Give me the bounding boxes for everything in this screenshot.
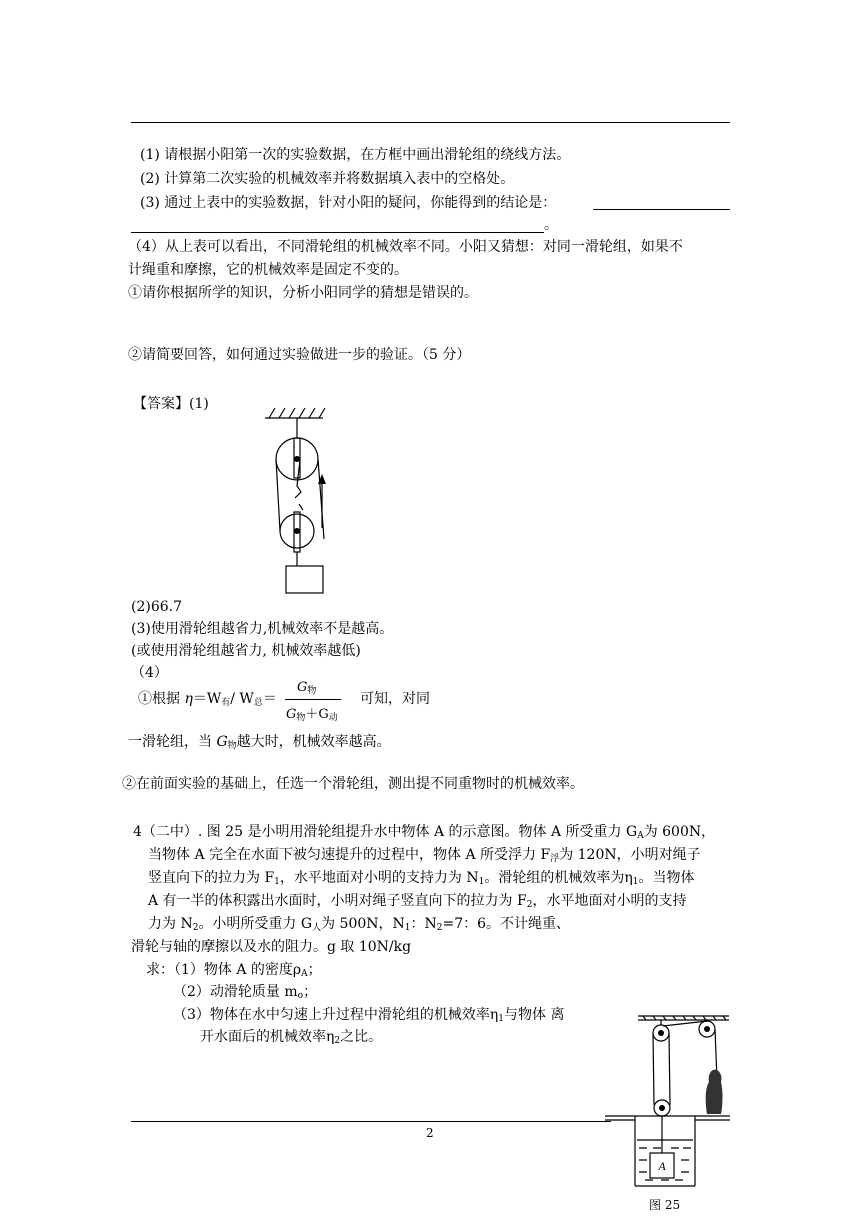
problem-4-ask-2: [173, 983, 317, 1005]
problem-4-ask-1: [146, 961, 322, 983]
figure-25-caption: 图 25: [649, 1198, 681, 1212]
answer-4-1-formula: [138, 690, 277, 712]
formula-prefix: ①根据: [138, 691, 180, 707]
p4-l2: 当物体 A 完全在水面下被匀速提升的过程中，物体 A 所受浮力 F: [148, 847, 551, 863]
p4-ask3-l2-sub: 2: [334, 1036, 341, 1046]
p4-l5-sub3: 1: [404, 923, 411, 933]
problem-4-ask-3-line-2: [200, 1028, 382, 1050]
problem-4-line-3: [148, 869, 694, 891]
question-1: (1) 请根据小阳第一次的实验数据，在方框中画出滑轮组的绕线方法。: [140, 147, 571, 163]
answer-4: （4）: [131, 665, 168, 681]
p4-ask3-end: 与物体 离: [504, 1007, 565, 1023]
header-rule: [131, 122, 730, 123]
p4-ask3: （3）物体在水中匀速上升过程中滑轮组的机械效率η: [173, 1007, 499, 1023]
problem-4-line-6: 滑轮与轴的摩擦以及水的阻力。g 取 10N/kg: [131, 939, 412, 955]
answer-label: 【答案】(1): [133, 396, 209, 412]
p4-l5-sub2: 人: [312, 923, 322, 933]
p4-ask3-l2: 开水面后的机械效率η: [200, 1029, 335, 1045]
p4-ask: 求：（1）物体 A 的密度ρ: [146, 962, 302, 978]
p4-l3-mid: ，水平地面对小明的支持力为 N: [279, 870, 479, 886]
p4-l2-sub: 浮: [550, 854, 560, 864]
p4-ask2: （2）动滑轮质量 m: [173, 984, 298, 1000]
question-3: (3) 通过上表中的实验数据，针对小阳的疑问，你能得到的结论是：: [140, 195, 557, 211]
p4-ask-end: ；: [307, 962, 322, 978]
answer-4-1-l2-sub: 物: [227, 741, 237, 751]
p4-l5: 力为 N: [148, 916, 193, 932]
figure-25-block-label: A: [658, 1159, 666, 1173]
p4-l3-sub3: 1: [632, 877, 639, 887]
fraction-den-sub-wu: 物: [296, 713, 306, 723]
p4-l5-mid: 。小明所受重力 G: [198, 916, 313, 932]
answer-4-1-l2-g: G: [216, 734, 228, 750]
p4-l5-sub4: 2: [436, 923, 443, 933]
answer-4-1-l2-post: 越大时，机械效率越高。: [236, 734, 391, 750]
fraction-bar: [285, 699, 341, 700]
p4-l3-sub: 1: [274, 877, 280, 887]
answer-blank-line-2: [131, 232, 544, 233]
p4-ask-sub: A: [301, 969, 308, 979]
p4-l2-end: 为 120N，小明对绳子: [559, 847, 701, 863]
formula-sub-zong: 总: [253, 698, 263, 708]
p4-l1-end: 为 600N，: [643, 824, 716, 840]
question-3-end: 。: [544, 217, 558, 233]
question-4-line-1: （4）从上表可以看出，不同滑轮组的机械效率不同。小阳又猜想：对同一滑轮组，如果不: [128, 239, 683, 255]
fraction-numerator: [297, 680, 316, 696]
p4-l4-end: ，水平地面对小明的支持: [532, 893, 687, 909]
formula-eta: η: [184, 691, 193, 707]
formula-slash: / W: [230, 691, 254, 707]
p4-l3-end: 。滑轮组的机械效率为η: [484, 870, 633, 886]
p4-l3: 竖直向下的拉力为 F: [148, 870, 275, 886]
p4-l5-sub: 2: [192, 923, 199, 933]
fraction-den-plus: ＋G: [305, 707, 329, 722]
answer-4-2: ②在前面实验的基础上，任选一个滑轮组，测出提不同重物时的机械效率。: [122, 776, 584, 792]
p4-l4: A 有一半的体积露出水面时，小明对绳子竖直向下的拉力为 F: [148, 893, 527, 909]
p4-ask3-sub: 1: [498, 1014, 505, 1024]
p4-ask2-end: ；: [303, 984, 318, 1000]
answer-4-1-l2-pre: 一滑轮组，当: [128, 734, 212, 750]
problem-4-line-2: [148, 846, 701, 868]
formula-fraction: [283, 680, 343, 722]
formula-eq: ＝W: [192, 691, 222, 707]
problem-4-line-1: [133, 823, 715, 845]
p4-ask2-sub: o: [297, 991, 304, 1001]
formula-sub-you: 有: [221, 698, 231, 708]
p4-l5-end2: ：N: [410, 916, 437, 932]
footer-rule: [131, 1121, 611, 1122]
p4-l1: 4（二中）. 图 25 是小明用滑轮组提升水中物体 A 的示意图。物体 A 所受重力 G: [133, 824, 638, 840]
p4-l5-end3: =7：6。不计绳重、: [442, 916, 571, 932]
figure-25-diagram: [605, 1010, 730, 1195]
p4-l5-end: 为 500N，N: [321, 916, 405, 932]
page-number: 2: [426, 1126, 434, 1140]
p4-l1-sub: A: [637, 831, 644, 841]
question-4-part-b: ②请简要回答，如何通过实验做进一步的验证。（5 分）: [128, 347, 471, 363]
problem-4-line-4: [148, 892, 686, 914]
pulley-diagram: [255, 400, 345, 596]
answer-3-alt: (或使用滑轮组越省力, 机械效率越低): [131, 643, 361, 659]
p4-l3-end2: 。当物体: [638, 870, 695, 886]
formula-eq2: ＝: [262, 691, 277, 707]
formula-suffix: 可知，对同: [360, 691, 430, 707]
fraction-g: G: [297, 680, 308, 695]
question-4-part-a: ①请你根据所学的知识，分析小阳同学的猜想是错误的。: [128, 285, 478, 301]
answer-3: (3)使用滑轮组越省力,机械效率不是越高。: [131, 621, 394, 637]
problem-4-line-5: [148, 915, 570, 937]
fraction-denominator: [286, 703, 338, 723]
p4-l4-sub: 2: [526, 900, 533, 910]
p4-ask3-l2-end: 之比。: [340, 1029, 383, 1045]
answer-blank-line: [593, 209, 730, 210]
p4-l3-sub2: 1: [478, 877, 485, 887]
question-2: (2) 计算第二次实验的机械效率并将数据填入表中的空格处。: [140, 171, 515, 187]
fraction-den-g: G: [286, 707, 297, 722]
problem-4-ask-3: [173, 1006, 564, 1028]
answer-2: (2)66.7: [131, 599, 183, 615]
question-4-line-2: 计绳重和摩擦，它的机械效率是固定不变的。: [128, 262, 408, 278]
fraction-sub-wu: 物: [307, 686, 317, 696]
fraction-den-sub-dong: 动: [328, 713, 338, 723]
answer-4-1-line-2: [128, 733, 391, 755]
